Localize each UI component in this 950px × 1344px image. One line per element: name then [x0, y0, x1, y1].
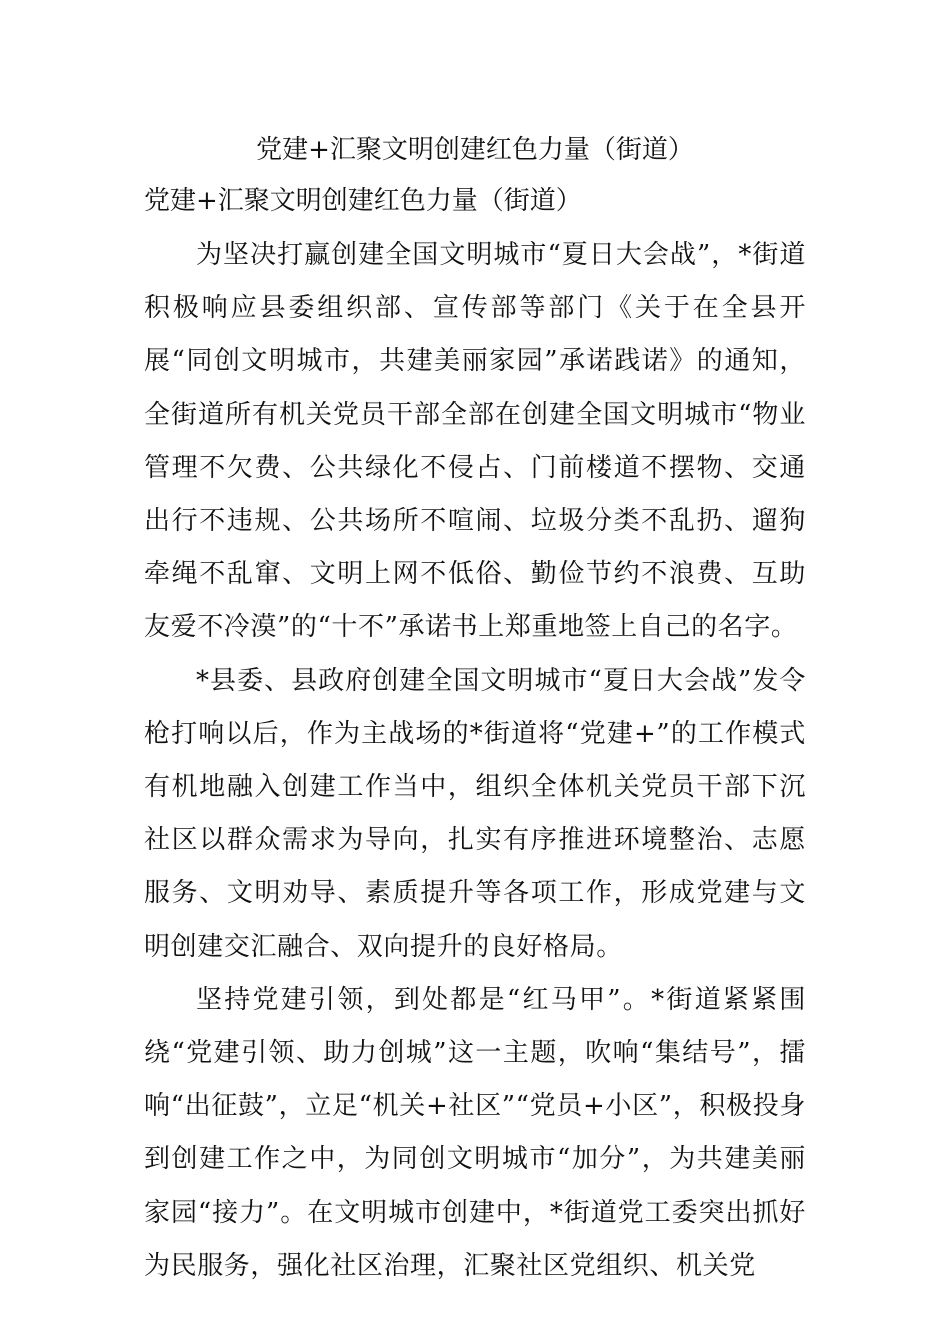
document-subtitle: 党建+汇聚文明创建红色力量（街道） [144, 186, 582, 216]
paragraph: 坚持党建引领，到处都是“红马甲”。*街道紧紧围绕“党建引领、助力创城”这一主题，吹响“集结号”，擂响“出征鼓”，立足“机关+社区”“党员+小区”，积极投身到创建工作之中，为同创文明城市“加分”，为共建美丽家园“接力”。在文明城市创建中，*街道党工委突出抓好为民服务，强化社区治理，汇聚社区党组织、机关党 [144, 984, 806, 1281]
document-body [144, 229, 806, 1293]
paragraph: *县委、县政府创建全国文明城市“夏日大会战”发令枪打响以后，作为主战场的*街道将“党建+”的工作模式有机地融入创建工作当中，组织全体机关党员干部下沉社区以群众需求为导向，扎实有序推进环境整治、志愿服务、文明劝导、素质提升等各项工作，形成党建与文明创建交汇融合、双向提升的良好格局。 [144, 665, 806, 962]
document-title: 党建+汇聚文明创建红色力量（街道） [256, 135, 694, 165]
paragraph: 为坚决打赢创建全国文明城市“夏日大会战”，*街道积极响应县委组织部、宣传部等部门《关于在全县开展“同创文明城市，共建美丽家园”承诺践诺》的通知，全街道所有机关党员干部全部在创建全国文明城市“物业管理不欠费、公共绿化不侵占、门前楼道不摆物、交通出行不违规、公共场所不喧闹、垃圾分类不乱扔、遛狗牵绳不乱窜、文明上网不低俗、勤俭节约不浪费、互助友爱不冷漠”的“十不”承诺书上郑重地签上自己的名字。 [144, 240, 806, 643]
